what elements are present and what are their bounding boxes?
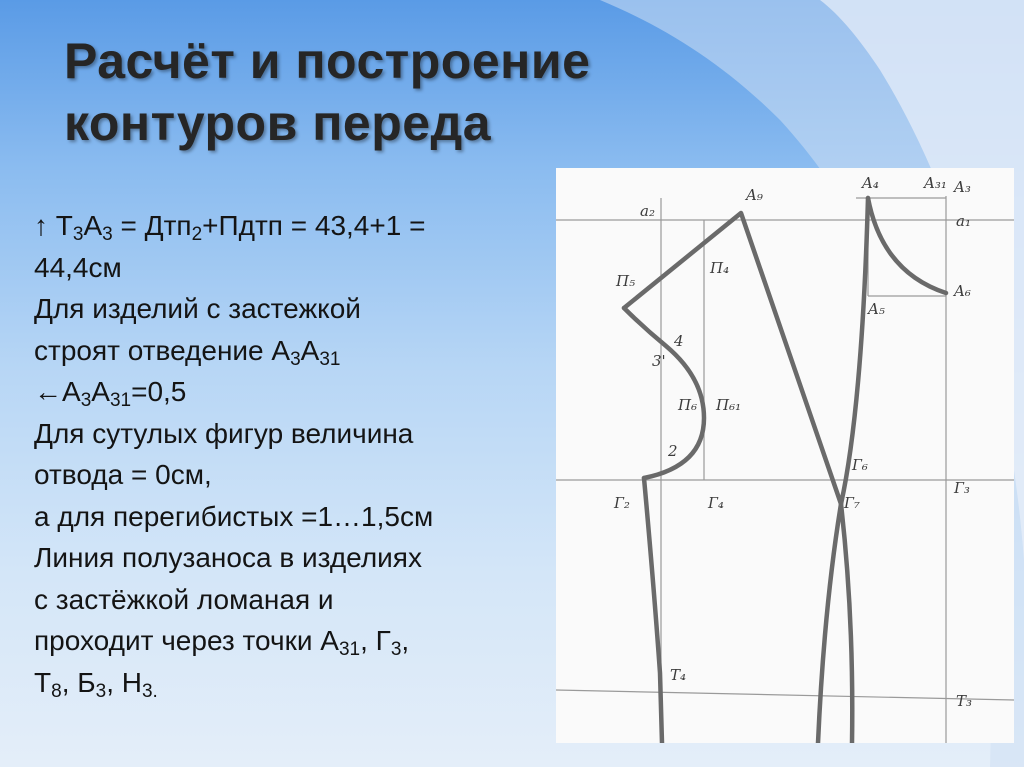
- label-a1: a₁: [956, 212, 971, 230]
- label-G2: Г₂: [614, 494, 630, 512]
- text-line-3: Для изделий с застежкой: [34, 293, 361, 324]
- label-G6: Г₆: [852, 456, 868, 474]
- text-line-8: а для перегибистых =1…1,5см: [34, 500, 434, 532]
- armhole-curve: [624, 308, 704, 478]
- label-3: 3': [652, 352, 666, 370]
- title-line-2: контуров переда: [64, 95, 492, 151]
- label-G7: Г₇: [844, 494, 860, 512]
- text-line-9: Линия полузаноса в изделиях: [34, 542, 422, 573]
- label-A5: A₅: [868, 300, 885, 318]
- label-G3: Г₃: [954, 479, 970, 497]
- label-4: 4: [674, 332, 684, 350]
- text-line-4: строят отведение $А_3А_{31}$: [34, 334, 341, 370]
- waist-horizontal-line: [556, 690, 1014, 700]
- text-line-2: 44,4см: [34, 251, 122, 283]
- label-A3: A₃: [954, 178, 971, 196]
- text-line-5: $\leftarrow А_3А_{31}=0,5$: [34, 376, 187, 411]
- text-line-10: с застёжкой ломаная и: [34, 583, 334, 615]
- text-line-7: отвода = 0см,: [34, 459, 212, 490]
- text-line-11: проходит через точки $А_{31}$, $Г_3$,: [34, 625, 410, 660]
- label-P4: П₄: [710, 259, 730, 277]
- text-line-6: Для сутулых фигур величина: [34, 417, 414, 449]
- slide-title: [64, 30, 590, 154]
- label-T4: T₄: [670, 666, 687, 684]
- label-A31: A₃₁: [924, 174, 947, 192]
- text-line-12: $Т_8$, $Б_3$, $Н_{3.}$: [34, 666, 158, 702]
- label-P6: П₆: [678, 396, 698, 414]
- label-2: 2: [668, 442, 678, 460]
- neck-curve: [868, 198, 946, 293]
- dart-leg-left: [818, 504, 841, 743]
- side-seam-left: [644, 478, 662, 743]
- label-A9: A₉: [746, 186, 763, 204]
- label-G4: Г₄: [708, 494, 724, 512]
- front-pattern-drawing: [556, 168, 1014, 743]
- text-line-1: ↑ $Т_3А_3$ = Дтп$_2$+Пдтп = 43,4+1 =: [34, 210, 426, 245]
- label-a2: a₂: [640, 202, 655, 220]
- label-A6: A₆: [954, 282, 971, 300]
- calculation-text: [34, 205, 564, 703]
- label-T3: T₃: [956, 692, 973, 710]
- label-A4: A₄: [862, 174, 879, 192]
- label-P61: П₆₁: [716, 396, 742, 414]
- label-P5: П₅: [616, 272, 636, 290]
- title-line-1: Расчёт и построение: [64, 33, 591, 89]
